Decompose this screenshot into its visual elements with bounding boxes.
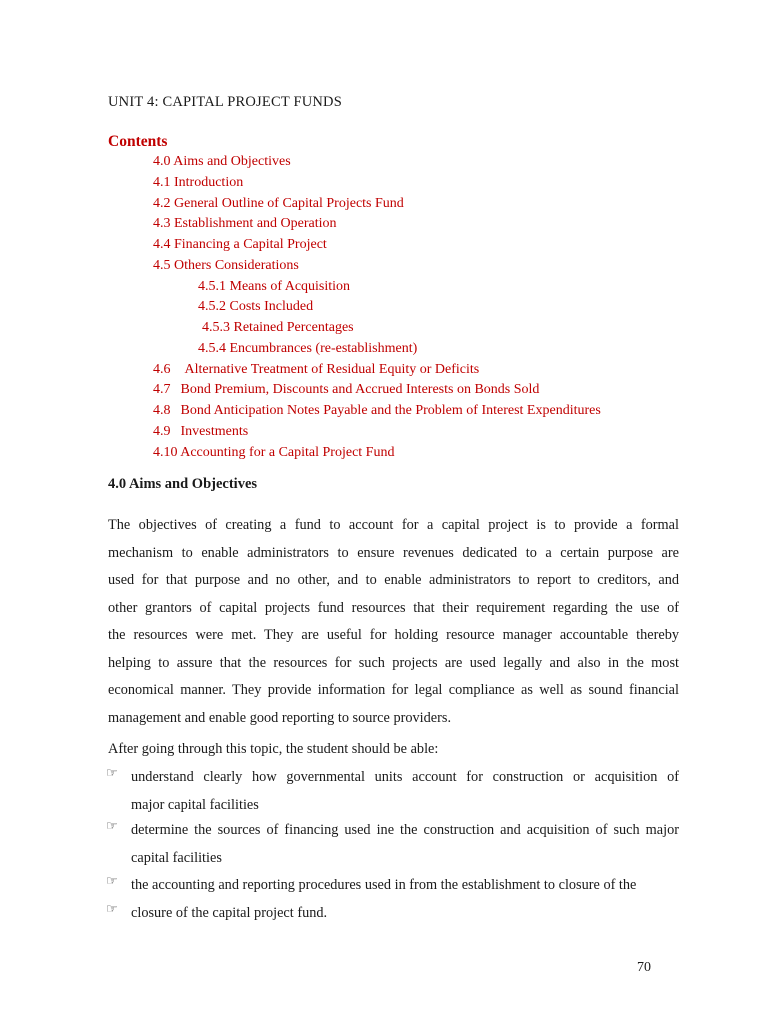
paragraph-line: The objectives of creating a fund to account for a capital project is to provide a formal	[108, 517, 679, 533]
toc-item-4-2[interactable]: 4.2 General Outline of Capital Projects Fund	[153, 196, 404, 211]
toc-item-4-1[interactable]: 4.1 Introduction	[153, 175, 244, 190]
pointing-hand-icon: ☞	[106, 873, 118, 888]
toc-item-number: 4.6	[153, 362, 171, 377]
bullet-line: determine the sources of financing used ine the construction and acquisition of such major	[131, 822, 679, 838]
toc-item-4-0[interactable]: 4.0 Aims and Objectives	[153, 154, 291, 169]
bullet-line: understand clearly how governmental units account for construction or acquisition of	[131, 769, 679, 785]
toc-item-4-9[interactable]	[153, 424, 248, 440]
paragraph-line: economical manner. They provide information for legal compliance as well as sound financial	[108, 682, 679, 698]
toc-item-number: 4.7	[153, 382, 171, 397]
paragraph-line: the resources were met. They are useful for holding resource manager accountable thereby	[108, 627, 679, 643]
bullet-line: major capital facilities	[131, 796, 259, 813]
section-heading: 4.0 Aims and Objectives	[108, 476, 258, 492]
toc-item-4-7[interactable]	[153, 382, 539, 398]
toc-item-4-5-2[interactable]: 4.5.2 Costs Included	[198, 299, 314, 314]
paragraph-line: other grantors of capital projects fund resources that their requirement regarding the use of	[108, 599, 679, 616]
toc-item-4-5-4[interactable]: 4.5.4 Encumbrances (re-establishment)	[198, 341, 418, 356]
paragraph-line: used for that purpose and no other, and to enable administrators to report to creditors, and	[108, 572, 679, 588]
toc-item-4-3[interactable]: 4.3 Establishment and Operation	[153, 216, 337, 231]
pointing-hand-icon: ☞	[106, 765, 118, 780]
toc-item-4-5-1[interactable]: 4.5.1 Means of Acquisition	[198, 279, 351, 294]
toc-item-label: Bond Premium, Discounts and Accrued Interests on Bonds Sold	[180, 382, 540, 397]
toc-item-4-6[interactable]	[153, 362, 479, 378]
objectives-paragraph	[108, 512, 679, 732]
contents-heading: Contents	[108, 133, 168, 150]
intro-text: After going through this topic, the student should be able:	[108, 741, 439, 757]
toc-item-4-4[interactable]: 4.4 Financing a Capital Project	[153, 237, 327, 252]
bullet-line: the accounting and reporting procedures used in from the establishment to closure of the	[131, 877, 637, 893]
paragraph-line: management and enable good reporting to source providers.	[108, 709, 452, 726]
page-number: 70	[637, 960, 651, 975]
bullet-line: capital facilities	[131, 849, 222, 866]
toc-item-4-5[interactable]: 4.5 Others Considerations	[153, 258, 299, 273]
toc-item-4-10[interactable]: 4.10 Accounting for a Capital Project Fund	[153, 445, 395, 460]
paragraph-line: mechanism to enable administrators to ensure revenues dedicated to a certain purpose are	[108, 544, 679, 561]
unit-title: UNIT 4: CAPITAL PROJECT FUNDS	[108, 94, 342, 110]
pointing-hand-icon: ☞	[106, 818, 118, 833]
toc-item-number: 4.9	[153, 424, 171, 439]
toc-item-4-8[interactable]	[153, 403, 601, 419]
toc-item-label: Alternative Treatment of Residual Equity or Deficits	[184, 362, 480, 377]
pointing-hand-icon: ☞	[106, 901, 118, 916]
paragraph-line: helping to assure that the resources for such projects are used legally and also in the most	[108, 654, 679, 671]
toc-item-number: 4.8	[153, 403, 171, 418]
toc-item-label: Bond Anticipation Notes Payable and the Problem of Interest Expenditures	[180, 403, 601, 418]
toc-item-4-5-3[interactable]: 4.5.3 Retained Percentages	[202, 320, 354, 335]
bullet-line: closure of the capital project fund.	[131, 905, 328, 921]
toc-item-label: Investments	[180, 424, 249, 439]
